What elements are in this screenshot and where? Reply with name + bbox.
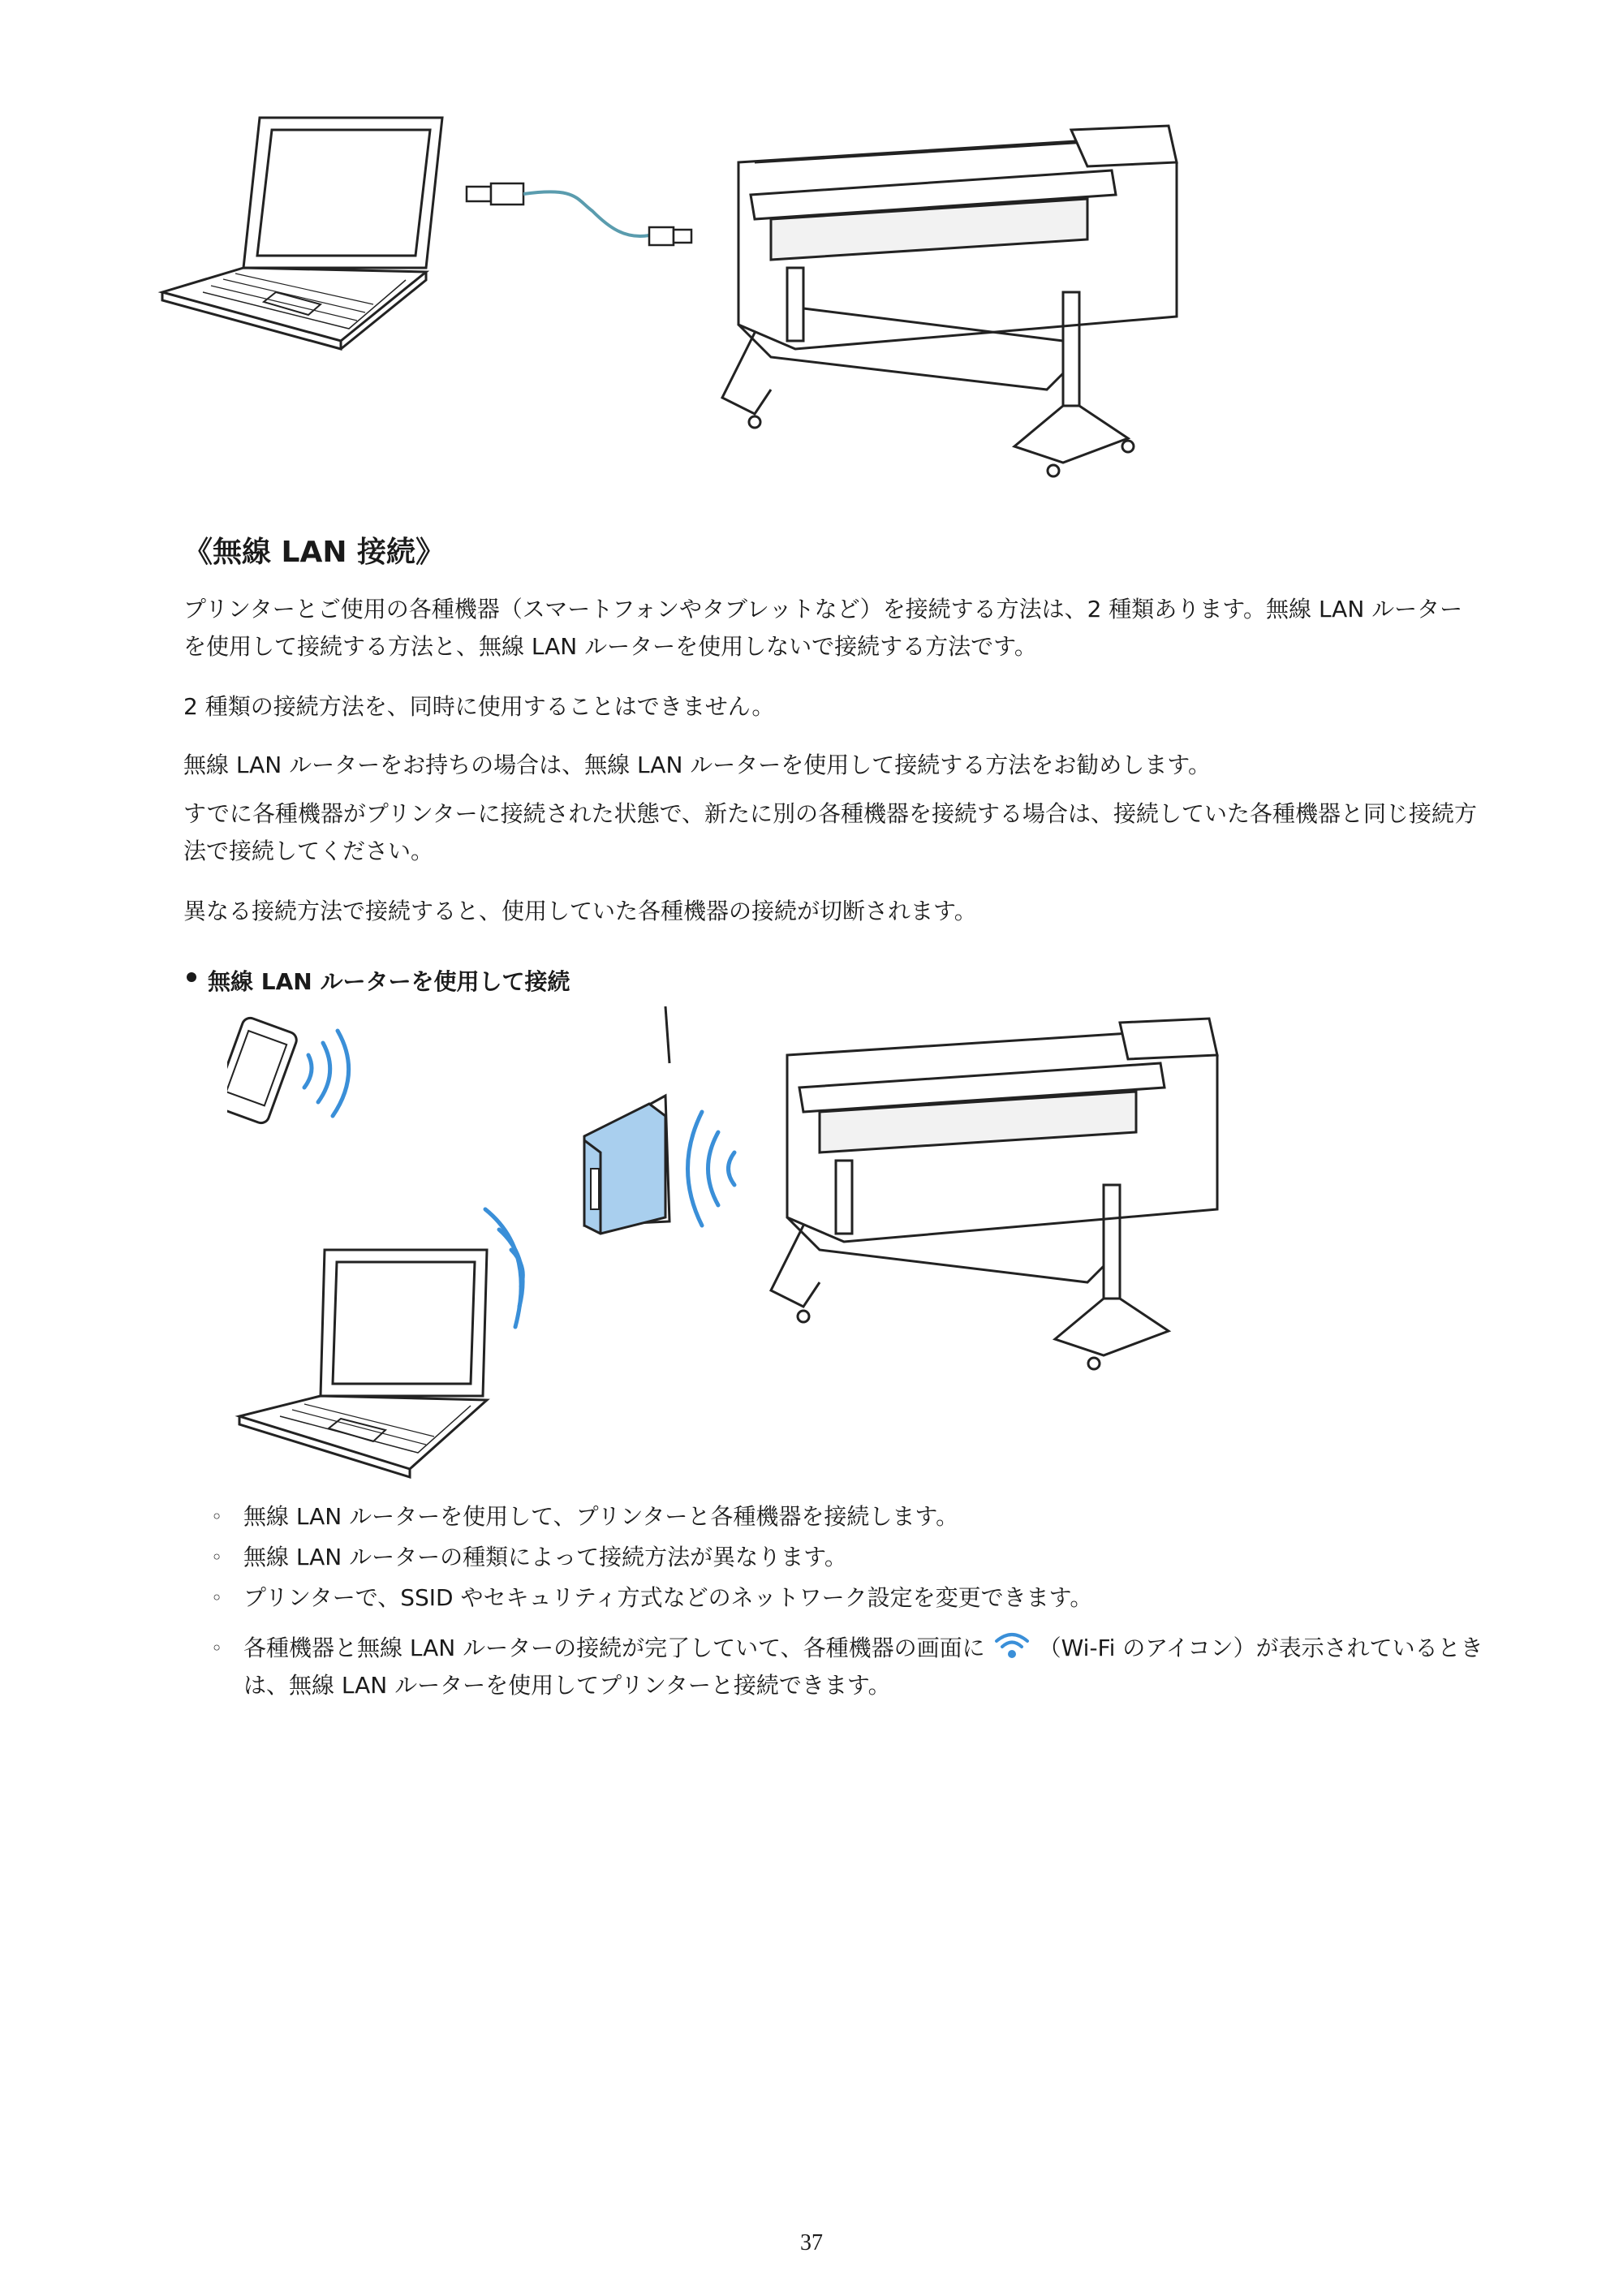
paragraph-disconnect-warning: 異なる接続方法で接続すると、使用していた各種機器の接続が切断されます。 xyxy=(183,898,977,924)
laptop-icon xyxy=(239,1250,487,1477)
sub-item-text: 無線 LAN ルーターを使用して、プリンターと各種機器を接続します。 xyxy=(243,1503,959,1530)
wifi-signal-icon xyxy=(485,1209,523,1327)
bullet-heading: 無線 LAN ルーターを使用して接続 xyxy=(208,968,570,995)
paragraph-existing-connection: すでに各種機器がプリンターに接続された状態で、新たに別の各種機器を接続する場合は、接続していた各種機器と同じ接続方法で接続してください。 xyxy=(183,800,1478,864)
wireless-router-illustration xyxy=(227,1006,1258,1493)
sub-item-marker: ◦ xyxy=(211,1546,223,1569)
laptop-icon xyxy=(162,118,442,349)
sub-item xyxy=(211,1630,1509,1704)
smartphone-icon xyxy=(227,1016,299,1126)
section-heading: 《無線 LAN 接続》 xyxy=(183,536,445,569)
sub-item-text-before: 各種機器と無線 LAN ルーターの接続が完了していて、各種機器の画面に xyxy=(243,1635,985,1661)
sub-item-marker: ◦ xyxy=(211,1637,223,1660)
sub-item xyxy=(211,1579,1509,1617)
sub-item-text-after: （Wi-Fi のアイコン）が表示されているときは、無線 LAN ルーターを使用してプリンターと接続できます。 xyxy=(243,1635,1483,1699)
wifi-signal-icon xyxy=(688,1112,735,1226)
page-number: 37 xyxy=(800,2230,823,2255)
wifi-icon xyxy=(993,1630,1031,1662)
sub-item-marker: ◦ xyxy=(211,1506,223,1528)
sub-item-text: 無線 LAN ルーターの種類によって接続方法が異なります。 xyxy=(243,1544,847,1570)
bullet-marker xyxy=(187,972,196,982)
usb-cable-icon xyxy=(467,183,691,245)
router-icon xyxy=(584,1006,669,1234)
intro-paragraph: プリンターとご使用の各種機器（スマートフォンやタブレットなど）を接続する方法は、2 種類あります。無線 LAN ルーターを使用して接続する方法と、無線 LAN ルーターを使用しないで接続する方法です。 xyxy=(183,596,1463,660)
sub-item xyxy=(211,1498,1509,1536)
sub-item xyxy=(211,1539,1509,1576)
sub-item-text: プリンターで、SSID やセキュリティ方式などのネットワーク設定を変更できます。 xyxy=(243,1584,1093,1611)
sub-item-marker: ◦ xyxy=(211,1587,223,1609)
printer-icon xyxy=(722,126,1177,476)
paragraph-recommendation: 無線 LAN ルーターをお持ちの場合は、無線 LAN ルーターを使用して接続する方法をお勧めします。 xyxy=(183,752,1212,778)
printer-icon xyxy=(771,1019,1217,1369)
usb-connection-illustration xyxy=(154,106,1201,487)
wifi-signal-icon xyxy=(304,1031,349,1116)
paragraph-simultaneous-note: 2 種類の接続方法を、同時に使用することはできません。 xyxy=(183,693,775,720)
